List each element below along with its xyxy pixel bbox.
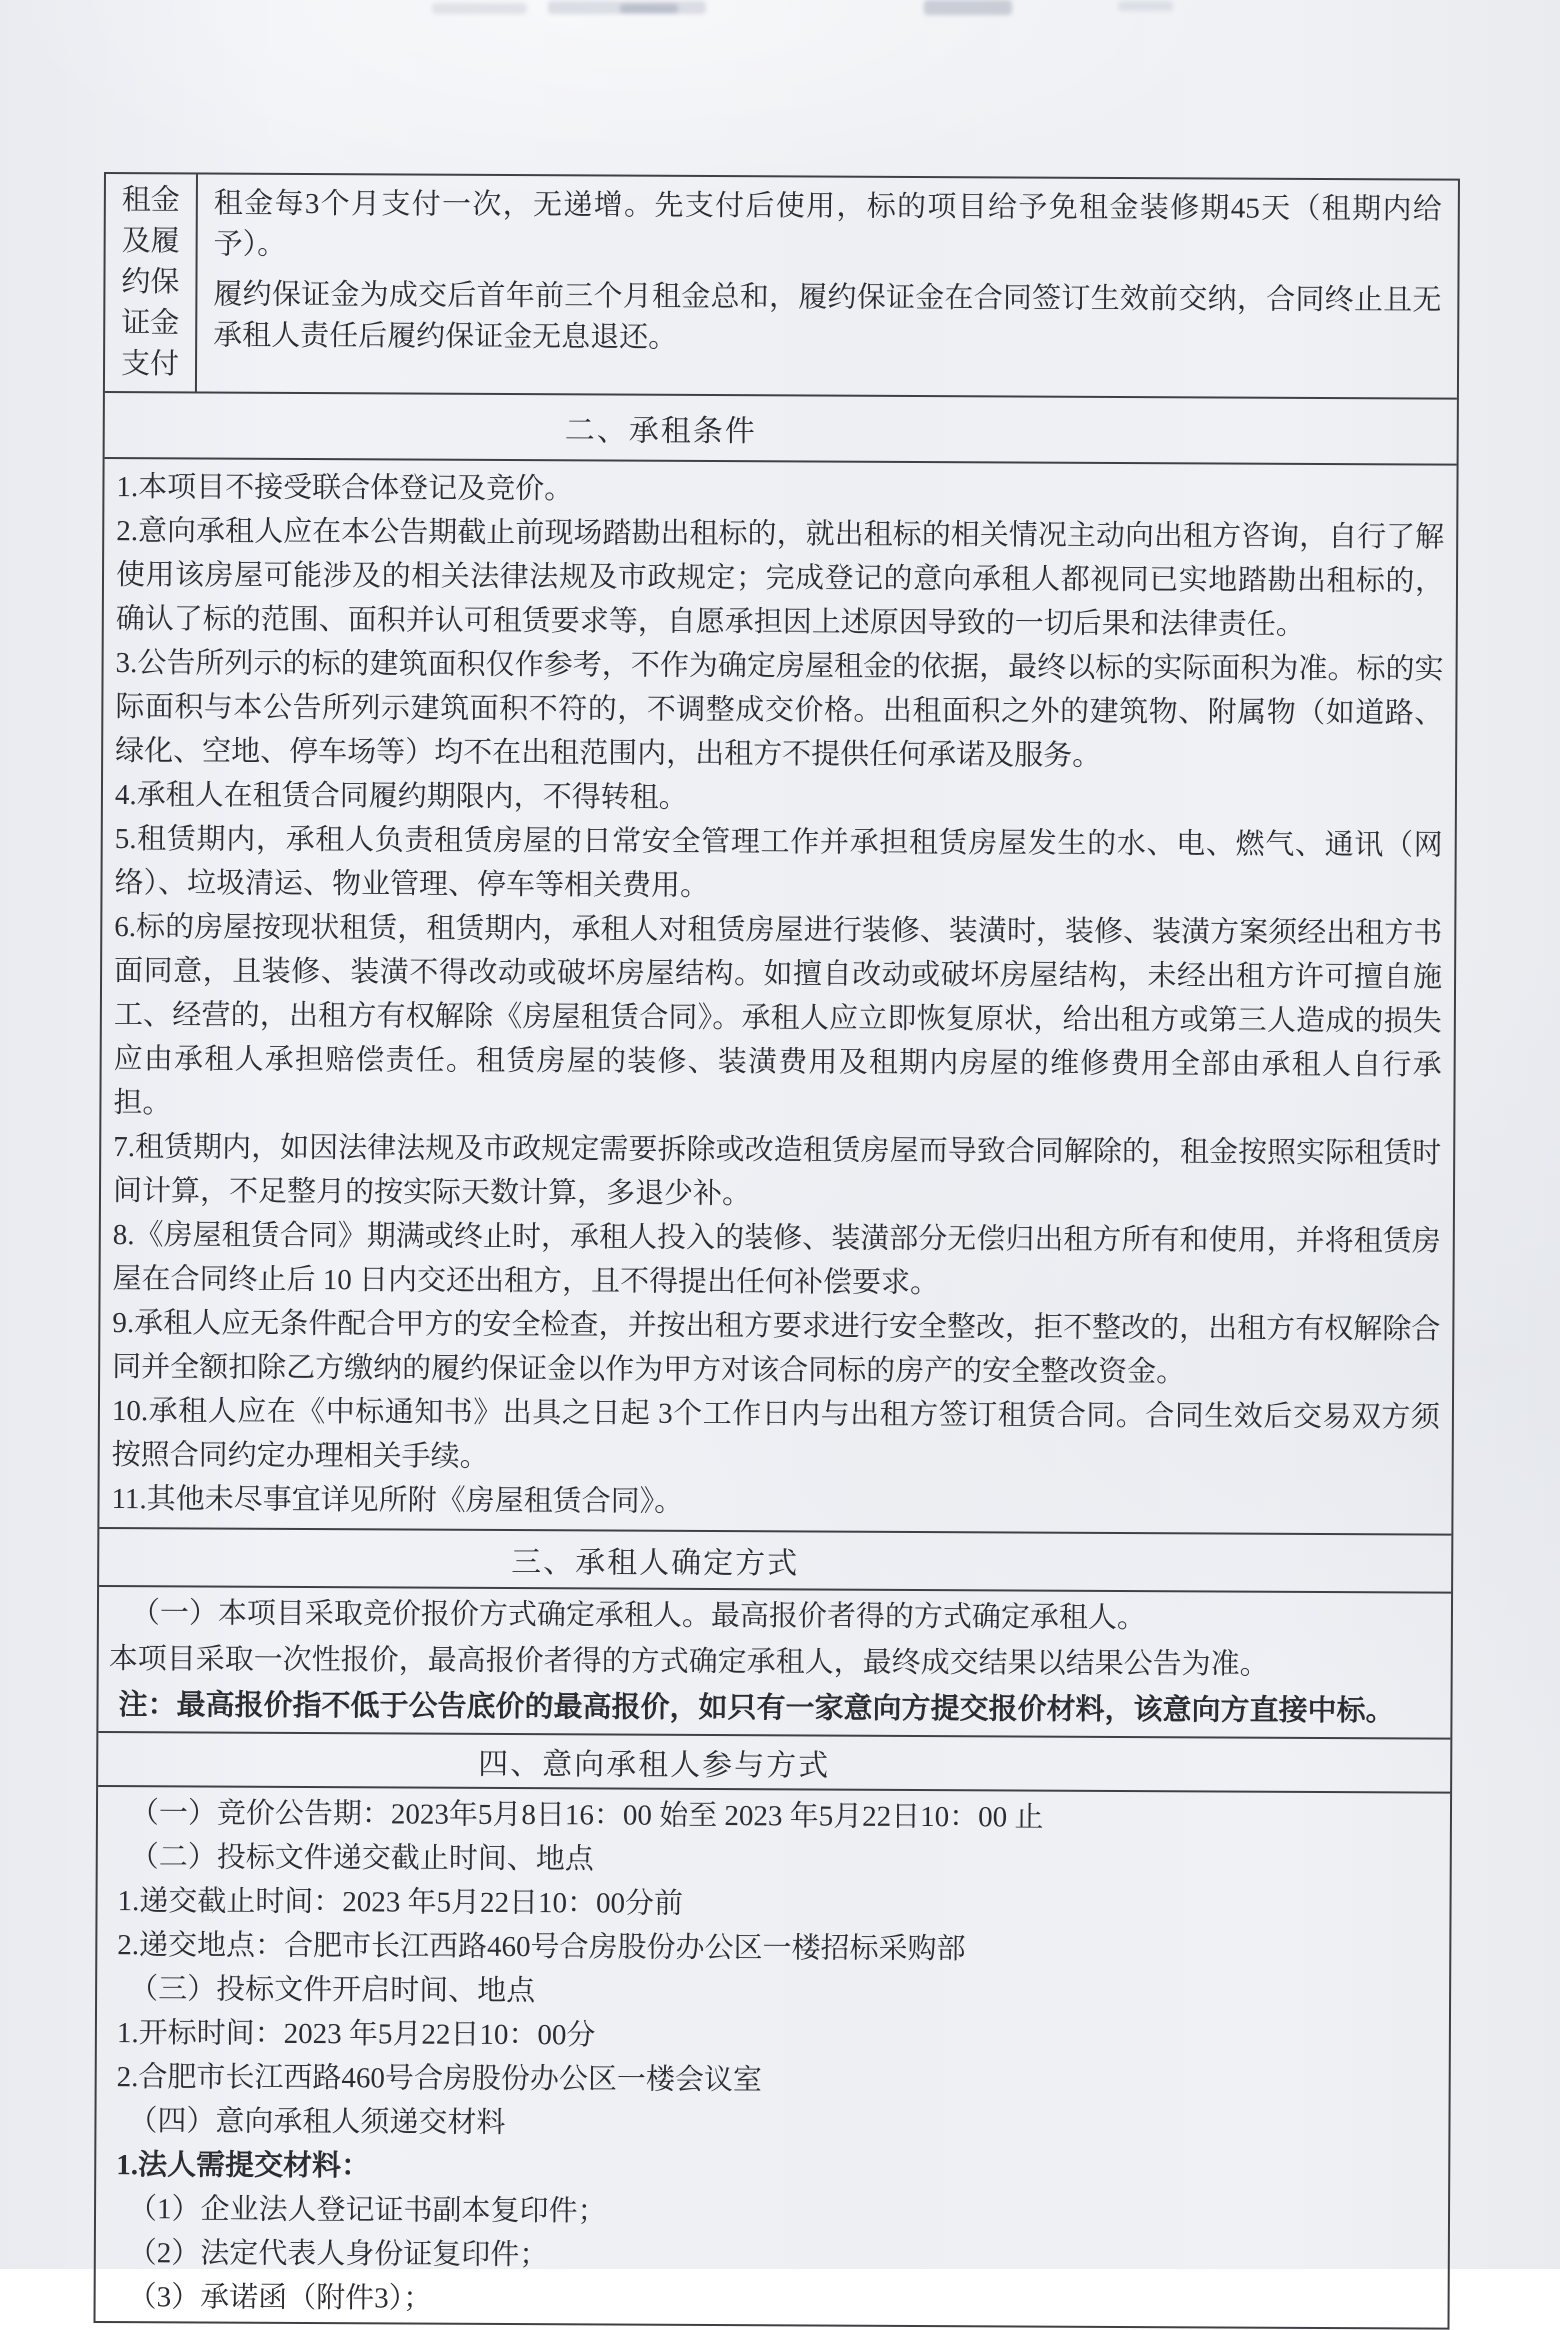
section-title: 三、承租人确定方式: [511, 1546, 800, 1581]
ink-bleed-smudge: [620, 4, 678, 13]
condition-item: 7.租赁期内，如因法律法规及市政规定需要拆除或改造租赁房屋而导致合同解除的，租金按照实际租赁时间计算，不足整月的按实际天数计算，多退少补。: [112, 1131, 1442, 1211]
announcement-table: [93, 172, 1459, 2330]
participation-line: 1.法人需提交材料：: [116, 2149, 371, 2183]
participation-line: （1）企业法人登记证书副本复印件；: [127, 2193, 607, 2228]
participation-line: （三）投标文件开启时间、地点: [129, 1973, 536, 2008]
rent-and-deposit-row: [105, 174, 1458, 400]
condition-item: 10.承租人应在《中标通知书》出具之日起 3个工作日内与出租方签订租赁合同。合同生效后交易双方须按照合同约定办理相关手续。: [111, 1395, 1441, 1473]
rent-row-content-cell: [197, 174, 1458, 397]
participation-line: （3）承诺函（附件3）；: [127, 2281, 433, 2315]
participation-line: 1.递交截止时间：2023 年5月22日10：00分前: [117, 1885, 684, 1920]
rent-paragraph: 履约保证金为成交后首年前三个月租金总和，履约保证金在合同签订生效前交纳，合同终止且无承租人责任后履约保证金无息退还。: [213, 278, 1442, 354]
participation-line: （2）法定代表人身份证复印件；: [127, 2237, 549, 2272]
condition-item: 4.承租人在租赁合同履约期限内，不得转租。: [114, 779, 688, 814]
participation-line: 1.开标时间：2023 年5月22日10：00分: [116, 2017, 596, 2052]
participation-line: （一）竞价公告期：2023年5月8日16：00 始至 2023 年5月22日10：00 止: [129, 1797, 1044, 1834]
section-title: 四、意向承租人参与方式: [478, 1747, 831, 1783]
participation-line: （二）投标文件递交截止时间、地点: [129, 1841, 594, 1876]
condition-item: 2.意向承租人应在本公告期截止前现场踏勘出租标的，就出租标的相关情况主动向出租方咨询，自行了解使用该房屋可能涉及的相关法律法规及市政规定；完成登记的意向承租人都视同已实地踏勘出租标的，确认了标的范围、面积并认可租赁要求等，自愿承担因上述原因导致的一切后果和法律责任。: [115, 515, 1445, 641]
condition-item: 9.承租人应无条件配合甲方的安全检查，并按出租方要求进行安全整改，拒不整改的，出租方有权解除合同并全额扣除乙方缴纳的履约保证金以作为甲方对该合同标的房产的安全整改资金。: [112, 1307, 1441, 1389]
section-header-lease-conditions: [105, 393, 1457, 466]
condition-item: 3.公告所列示的标的建筑面积仅作参考，不作为确定房屋租金的依据，最终以标的实际面积为准。标的实际面积与本公告所列示建筑面积不符的，不调整成交价格。出租面积之外的建筑物、附属物（如道路、绿化、空地、停车场等）均不在出租范围内，出租方不提供任何承诺及服务。: [115, 647, 1444, 772]
participation-line: （四）意向承租人须递交材料: [128, 2105, 506, 2139]
participation-body: [95, 1787, 1450, 2328]
section-title: 二、承租条件: [564, 414, 757, 449]
rent-row-label: 租金及履约保证金支付: [120, 184, 180, 381]
condition-item: 6.标的房屋按现状租赁，租赁期内，承租人对租赁房屋进行装修、装潢时，装修、装潢方案须经出租方书面同意，且装修、装潢不得改动或破坏房屋结构。如擅自改动或破坏房屋结构，未经出租方许可擅自施工、经营的，出租方有权解除《房屋租赁合同》。承租人应立即恢复原状，给出租方或第三人造成的损失应由承租人承担赔偿责任。租赁房屋的装修、装潢费用及租期内房屋的维修费用全部由承租人自行承担。: [113, 911, 1443, 1120]
condition-item: 8.《房屋租赁合同》期满或终止时，承租人投入的装修、装潢部分无偿归出租方所有和使用，并将租赁房屋在合同终止后 10 日内交还出租方，且不得提出任何补偿要求。: [112, 1219, 1441, 1300]
participation-line: 2.合肥市长江西路460号合房股份办公区一楼会议室: [116, 2061, 763, 2097]
determination-line: 本项目采取一次性报价，最高报价者得的方式确定承租人，最终成交结果以结果公告为准。: [108, 1643, 1269, 1681]
rent-row-label-cell: [105, 174, 198, 391]
lease-conditions-body: [99, 459, 1456, 1534]
tenant-determination-body: [98, 1587, 1451, 1738]
ink-bleed-smudge: [432, 3, 527, 14]
ink-bleed-smudge: [924, 0, 1012, 15]
condition-item: 5.租赁期内，承租人负责租赁房屋的日常安全管理工作并承担租赁房屋发生的水、电、燃气、通讯（网络）、垃圾清运、物业管理、停车等相关费用。: [114, 823, 1443, 902]
document-table-wrapper: [93, 172, 1459, 2330]
participation-line: 2.递交地点：合肥市长江西路460号合房股份办公区一楼招标采购部: [117, 1929, 966, 1966]
ink-bleed-smudge: [1118, 1, 1173, 11]
condition-item: 11.其他未尽事宜详见所附《房屋租赁合同》。: [111, 1483, 684, 1518]
determination-line: （一）本项目采取竞价报价方式确定承租人。最高报价者得的方式确定承租人。: [130, 1597, 1147, 1635]
section-header-participation: [98, 1731, 1450, 1794]
condition-item: 1.本项目不接受联合体登记及竞价。: [116, 471, 574, 506]
section-header-tenant-determination: [99, 1527, 1451, 1594]
determination-line: 注：最高报价指不低于公告底价的最高报价，如只有一家意向方提交报价材料，该意向方直接中标。: [118, 1689, 1395, 1728]
rent-paragraph: 租金每3个月支付一次，无递增。先支付后使用，标的项目给予免租金装修期45天（租期内给予）。: [213, 187, 1442, 261]
